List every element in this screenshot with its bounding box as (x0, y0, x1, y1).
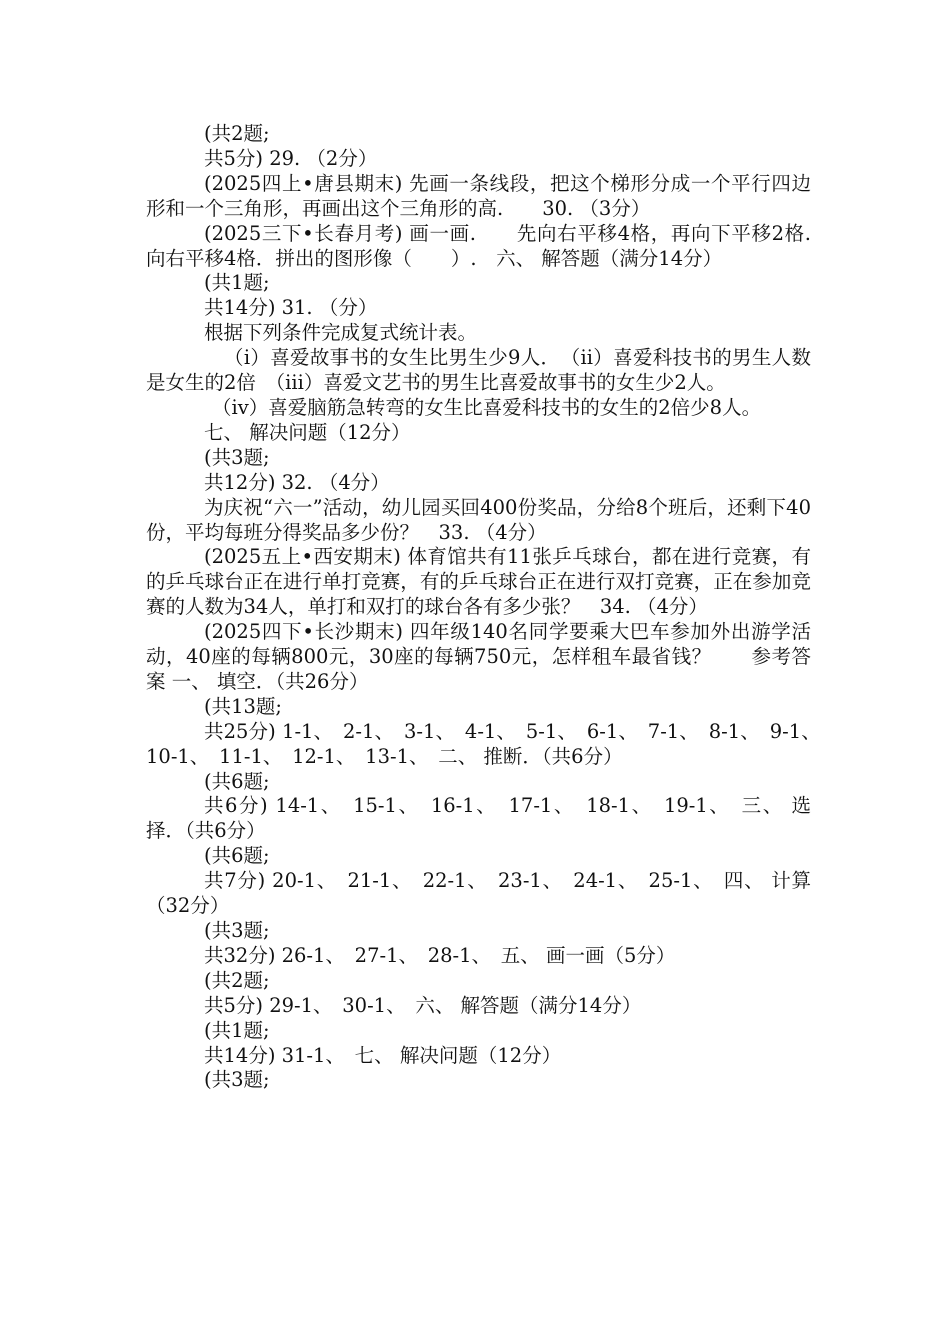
text-paragraph: 共14分) 31. （分） (204, 296, 378, 320)
text-paragraph: （i）喜爱故事书的女生比男生少9人． （ii）喜爱科技书的男生人数是女生的2倍 （iii）喜爱文艺书的男生比喜爱故事书的女生少2人。 (146, 346, 811, 395)
text-paragraph: (共6题; (204, 844, 270, 868)
text-paragraph: (共1题; (204, 271, 270, 295)
section-heading: 七、 解决问题（12分） (204, 420, 411, 444)
answer-list: 共6分) 14-1、 15-1、 16-1、 17-1、 18-1、 19-1、 三、 选择．（共6分） (146, 794, 811, 843)
text-paragraph: (共2题; (204, 968, 270, 992)
answer-list: 共5分) 29-1、 30-1、 六、 解答题（满分14分） (204, 993, 642, 1017)
text-paragraph: 共12分) 32. （4分） (204, 470, 390, 494)
text-paragraph: (共3题; (204, 1068, 270, 1092)
answer-list: 共25分) 1-1、 2-1、 3-1、 4-1、 5-1、 6-1、 7-1、 8-1、 9-1、 10-1、 11-1、 12-1、 13-1、 二、 推断．（共6分） (146, 719, 831, 768)
answer-list: 共32分) 26-1、 27-1、 28-1、 五、 画一画（5分） (204, 943, 676, 967)
text-paragraph: 共5分) 29. （2分） (204, 146, 378, 170)
text-paragraph: (2025五上•西安期末) 体育馆共有11张乒乓球台，都在进行竞赛，有的乒乓球台正在进行单打竞赛，有的乒乓球台正在进行双打竞赛，正在参加竞赛的人数为34人，单打和双打的球台各有多少张？ 34. （4分） (146, 545, 811, 619)
text-paragraph: (共6题; (204, 769, 270, 793)
answer-list: 共14分) 31-1、 七、 解决问题（12分） (204, 1043, 562, 1067)
answer-list: 共7分) 20-1、 21-1、 22-1、 23-1、 24-1、 25-1、 四、 计算（32分） (146, 869, 811, 918)
document-body (146, 122, 851, 1093)
text-paragraph: (2025四下•长沙期末) 四年级140名同学要乘大巴车参加外出游学活动，40座的每辆800元，30座的每辆750元，怎样租车最省钱？ 参考答案 一、 填空．（共26分） (146, 620, 811, 693)
text-paragraph: 为庆祝“六一”活动，幼儿园买回400份奖品，分给8个班后，还剩下40份，平均每班分得奖品多少份？ 33. （4分） (146, 495, 811, 544)
text-paragraph: (共1题; (204, 1018, 270, 1042)
text-paragraph: (共3题; (204, 919, 270, 942)
text-paragraph: (2025四上•唐县期末) 先画一条线段，把这个梯形分成一个平行四边形和一个三角形，再画出这个三角形的高. 30. （3分） (146, 171, 811, 220)
text-paragraph: （iv）喜爱脑筋急转弯的女生比喜爱科技书的女生的2倍少8人。 (212, 395, 762, 419)
text-paragraph: (2025三下•长春月考) 画一画. 先向右平移4格，再向下平移2格. 向右平移4格．拼出的图形像（ ）. 六、 解答题（满分14分） (146, 221, 851, 270)
text-paragraph: 根据下列条件完成复式统计表。 (204, 321, 478, 345)
text-paragraph: (共3题; (204, 445, 270, 469)
text-paragraph: (共13题; (204, 694, 282, 718)
text-paragraph: (共2题; (204, 122, 270, 145)
